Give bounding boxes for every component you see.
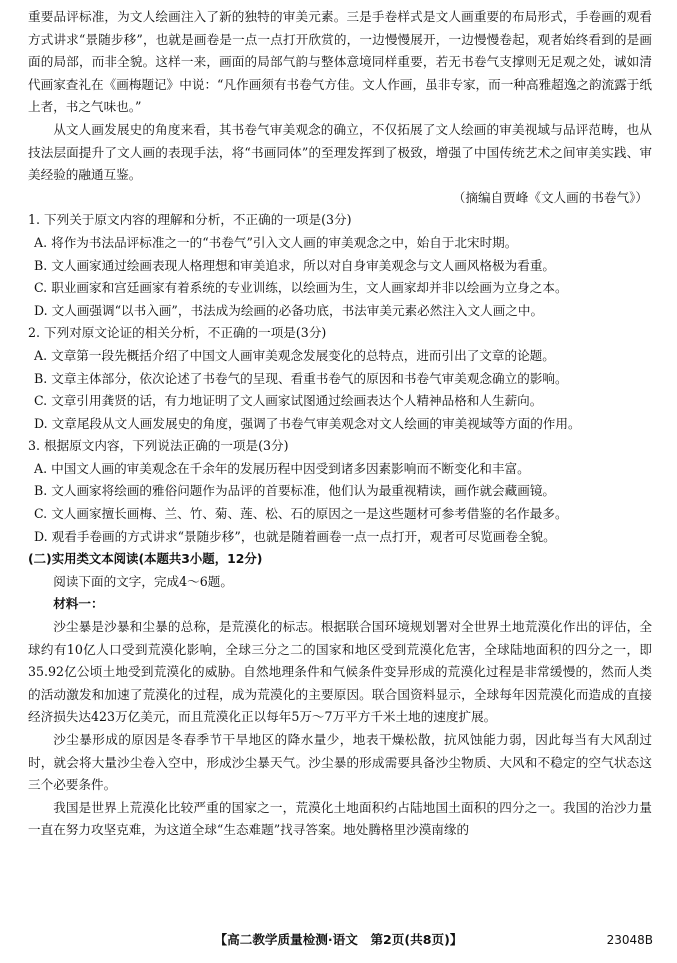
material-paragraph: 沙尘暴形成的原因是冬春季节干旱地区的降水量少，地表干燥松散，抗风蚀能力弱，因此每当有大风刮过时，就会将大量沙尘卷入空中，形成沙尘暴天气。沙尘暴的形成需要具备沙尘物质、大风和不稳定的空气状态这三个必要条件。 bbox=[28, 732, 652, 793]
option-b: B. 文人画家将绘画的雅俗问题作为品评的首要标准，他们认为最重视精读，画作就会藏画镜。 bbox=[34, 483, 556, 499]
passage-paragraph: 重要品评标准，为文人绘画注入了新的独特的审美元素。三是手卷样式是文人画重要的布局形式，手卷画的观看方式讲求“景随步移”，也就是画卷是一点一点打开欣赏的，一边慢慢展开，一边慢慢卷起，观者始终看到的是画面的局部，而非全貌。这样一来，画面的局部气韵与整体意境同样重要，若无书卷气支撑则无足观之处，诚如清代画家查礼在《画梅题记》中说：“凡作画须有书卷气方佳。文人作画，虽非专家，而一种高雅超逸之韵流露于纸上者，书之气味也。” bbox=[28, 9, 652, 115]
option-b: B. 文人画家通过绘画表现人格理想和审美追求，所以对自身审美观念与文人画风格极为看重。 bbox=[34, 257, 556, 273]
option-a: A. 中国文人画的审美观念在千余年的发展历程中因受到诸多因素影响而不断变化和丰富。 bbox=[34, 460, 530, 476]
option-a: A. 文章第一段先概括介绍了中国文人画审美观念发展变化的总特点，进而引出了文章的论题。 bbox=[34, 347, 555, 363]
option-b: B. 文章主体部分，依次论述了书卷气的呈现、看重书卷气的原因和书卷气审美观念确立的影响。 bbox=[34, 370, 568, 386]
exam-page bbox=[28, 6, 652, 922]
option-c: C. 职业画家和宫廷画家有着系统的专业训练，以绘画为生，文人画家却并非以绘画为立身之本。 bbox=[34, 280, 568, 296]
material-paragraph: 沙尘暴是沙暴和尘暴的总称，是荒漠化的标志。根据联合国环境规划署对全世界土地荒漠化作出的评估，全球约有10亿人口受到荒漠化影响，全球三分之二的国家和地区受到荒漠化危害，全球陆地面积的四分之一，即35.92亿公顷土地受到荒漠化的威胁。自然地理条件和气候条件变异形成的荒漠化过程是非常缓慢的，然而人类的活动激发和加速了荒漠化的过程，成为荒漠化的主要原因。联合国资料显示，全球每年因荒漠化而造成的直接经济损失达423万亿美元，而且荒漠化正以每年5万～7万平方千米土地的速度扩展。 bbox=[28, 619, 652, 725]
option-d: D. 文章尾段从文人画发展史的角度，强调了书卷气审美观念对文人绘画的审美视域等方面的作用。 bbox=[34, 415, 581, 431]
option-a: A. 将作为书法品评标准之一的“书卷气”引入文人画的审美观念之中，始自于北宋时期。 bbox=[34, 234, 518, 250]
footer-title: 【高二教学质量检测·语文 第2页(共8页)】 bbox=[214, 932, 463, 947]
question-stem: 3. 根据原文内容，下列说法正确的一项是(3分) bbox=[28, 438, 289, 454]
option-c: C. 文人画家擅长画梅、兰、竹、菊、莲、松、石的原因之一是这些题材可参考借鉴的名作最多。 bbox=[34, 506, 568, 522]
passage-source: （摘编自贾峰《文人画的书卷气》） bbox=[452, 189, 648, 205]
question-stem: 1. 下列关于原文内容的理解和分析，不正确的一项是(3分) bbox=[28, 212, 352, 228]
option-d: D. 观看手卷画的方式讲求“景随步移”，也就是随着画卷一点一点打开，观者可尽览画卷全貌。 bbox=[34, 528, 556, 544]
option-c: C. 文章引用龚贤的话，有力地证明了文人画家试图通过绘画表达个人精神品格和人生薪向。 bbox=[34, 393, 543, 409]
question-3 bbox=[28, 435, 652, 548]
material-label: 材料一： bbox=[53, 596, 104, 612]
page-footer bbox=[0, 928, 677, 952]
passage-paragraph: 从文人画发展史的角度来看，其书卷气审美观念的确立，不仅拓展了文人绘画的审美视域与品评范畴，也从技法层面提升了文人画的表现手法，将“书画同体”的至理发挥到了极致，增强了中国传统艺术之间审美实践、审美经验的融通互鉴。 bbox=[28, 121, 652, 183]
option-d: D. 文人画强调“以书入画”，书法成为绘画的必备功底，书法审美元素必然注入文人画之中。 bbox=[34, 302, 544, 318]
question-1 bbox=[28, 209, 652, 322]
section-heading: (二)实用类文本阅读(本题共3小题，12分) bbox=[28, 551, 263, 567]
footer-code: 23048B bbox=[606, 933, 653, 947]
material-paragraph: 我国是世界上荒漠化比较严重的国家之一，荒漠化土地面积约占陆地国土面积的四分之一。我国的治沙力量一直在努力攻坚克难，为这道全球“生态难题”找寻答案。地处腾格里沙漠南缘的 bbox=[28, 799, 652, 838]
question-stem: 2. 下列对原文论证的相关分析，不正确的一项是(3分) bbox=[28, 325, 327, 341]
question-2 bbox=[28, 322, 652, 435]
section-instruction: 阅读下面的文字，完成4～6题。 bbox=[53, 573, 233, 589]
